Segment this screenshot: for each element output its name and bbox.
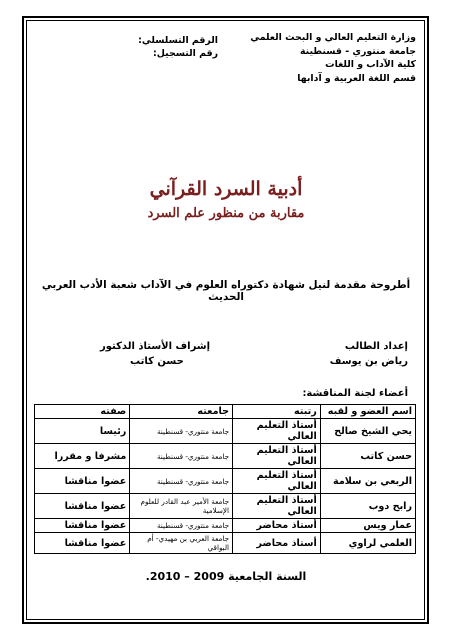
member-name: يحي الشيخ صالح bbox=[320, 419, 415, 444]
member-rank: أستاذ التعليم العالي bbox=[233, 444, 321, 469]
student-name: رياض بن يوسف bbox=[329, 356, 408, 367]
supervisor-name: حسن كاتب bbox=[130, 356, 184, 367]
supervisor-label: إشراف الأستاذ الدكتور bbox=[100, 341, 211, 352]
member-role: عضوا مناقشا bbox=[35, 469, 130, 494]
member-university: جامعة منتوري- قسنطينة bbox=[130, 444, 233, 469]
faculty-line: كلية الآداب و اللغات bbox=[325, 59, 416, 71]
registration-header bbox=[88, 35, 218, 61]
member-rank: أستاذ محاضر bbox=[233, 519, 321, 533]
committee-table bbox=[34, 404, 416, 554]
header-name: اسم العضو و لقبه bbox=[320, 405, 415, 419]
member-name: حسن كاتب bbox=[320, 444, 415, 469]
member-rank: أستاذ التعليم العالي bbox=[233, 419, 321, 444]
thesis-subtitle: مقاربة من منظور علم السرد bbox=[147, 206, 305, 221]
serial-number-label: الرقم التسلسلي: bbox=[138, 35, 218, 46]
table-row bbox=[35, 533, 416, 554]
member-name: رابح دوب bbox=[320, 494, 415, 519]
table-row bbox=[35, 469, 416, 494]
table-row bbox=[35, 419, 416, 444]
ministry-line: وزارة التعليم العالي و البحث العلمي bbox=[250, 32, 416, 43]
header-role: صفته bbox=[35, 405, 130, 419]
header-university: جامعته bbox=[130, 405, 233, 419]
member-university: جامعة منتوري- قسنطينة bbox=[130, 469, 233, 494]
university-line: جامعة منتوري - قسنطينة bbox=[299, 45, 416, 57]
member-role: عضوا مناقشا bbox=[35, 494, 130, 519]
member-university: جامعة منتوري- قسنطينة bbox=[130, 519, 233, 533]
institution-header bbox=[246, 31, 416, 85]
table-row bbox=[35, 444, 416, 469]
table-row bbox=[35, 494, 416, 519]
member-name: عمار ويس bbox=[320, 519, 415, 533]
academic-year: السنة الجامعية 2009 – 2010. bbox=[145, 570, 307, 583]
thesis-statement: أطروحة مقدمة لنيل شهادة دكتوراه العلوم في الآداب شعبة الأدب العربي الحديث bbox=[41, 279, 411, 303]
member-role: عضوا مناقشا bbox=[35, 519, 130, 533]
thesis-title: أدبية السرد القرآني bbox=[149, 178, 303, 200]
department-line: قسم اللغة العربية و آدابها bbox=[297, 72, 416, 84]
member-rank: أستاذ التعليم العالي bbox=[233, 494, 321, 519]
prepared-by-label: إعداد الطالب bbox=[344, 341, 408, 352]
committee-title: أعضاء لجنة المناقشة: bbox=[302, 388, 408, 399]
member-role: عضوا مناقشا bbox=[35, 533, 130, 554]
member-university: جامعة منتوري- قسنطينة bbox=[130, 419, 233, 444]
member-rank: أستاذ محاضر bbox=[233, 533, 321, 554]
member-name: العلمي لراوي bbox=[320, 533, 415, 554]
registration-number-label: رقم التسجيل: bbox=[153, 47, 218, 59]
member-rank: أستاذ التعليم العالي bbox=[233, 469, 321, 494]
member-university: جامعة العربي بن مهيدي- أم البواقي bbox=[130, 533, 233, 554]
table-header-row bbox=[35, 405, 416, 419]
member-role: مشرفا و مقررا bbox=[35, 444, 130, 469]
table-row bbox=[35, 519, 416, 533]
header-rank: رتبته bbox=[233, 405, 321, 419]
member-university: جامعة الأمير عبد القادر للعلوم الإسلامية bbox=[130, 494, 233, 519]
member-name: الربعي بن سلامة bbox=[320, 469, 415, 494]
member-role: رئيسا bbox=[35, 419, 130, 444]
